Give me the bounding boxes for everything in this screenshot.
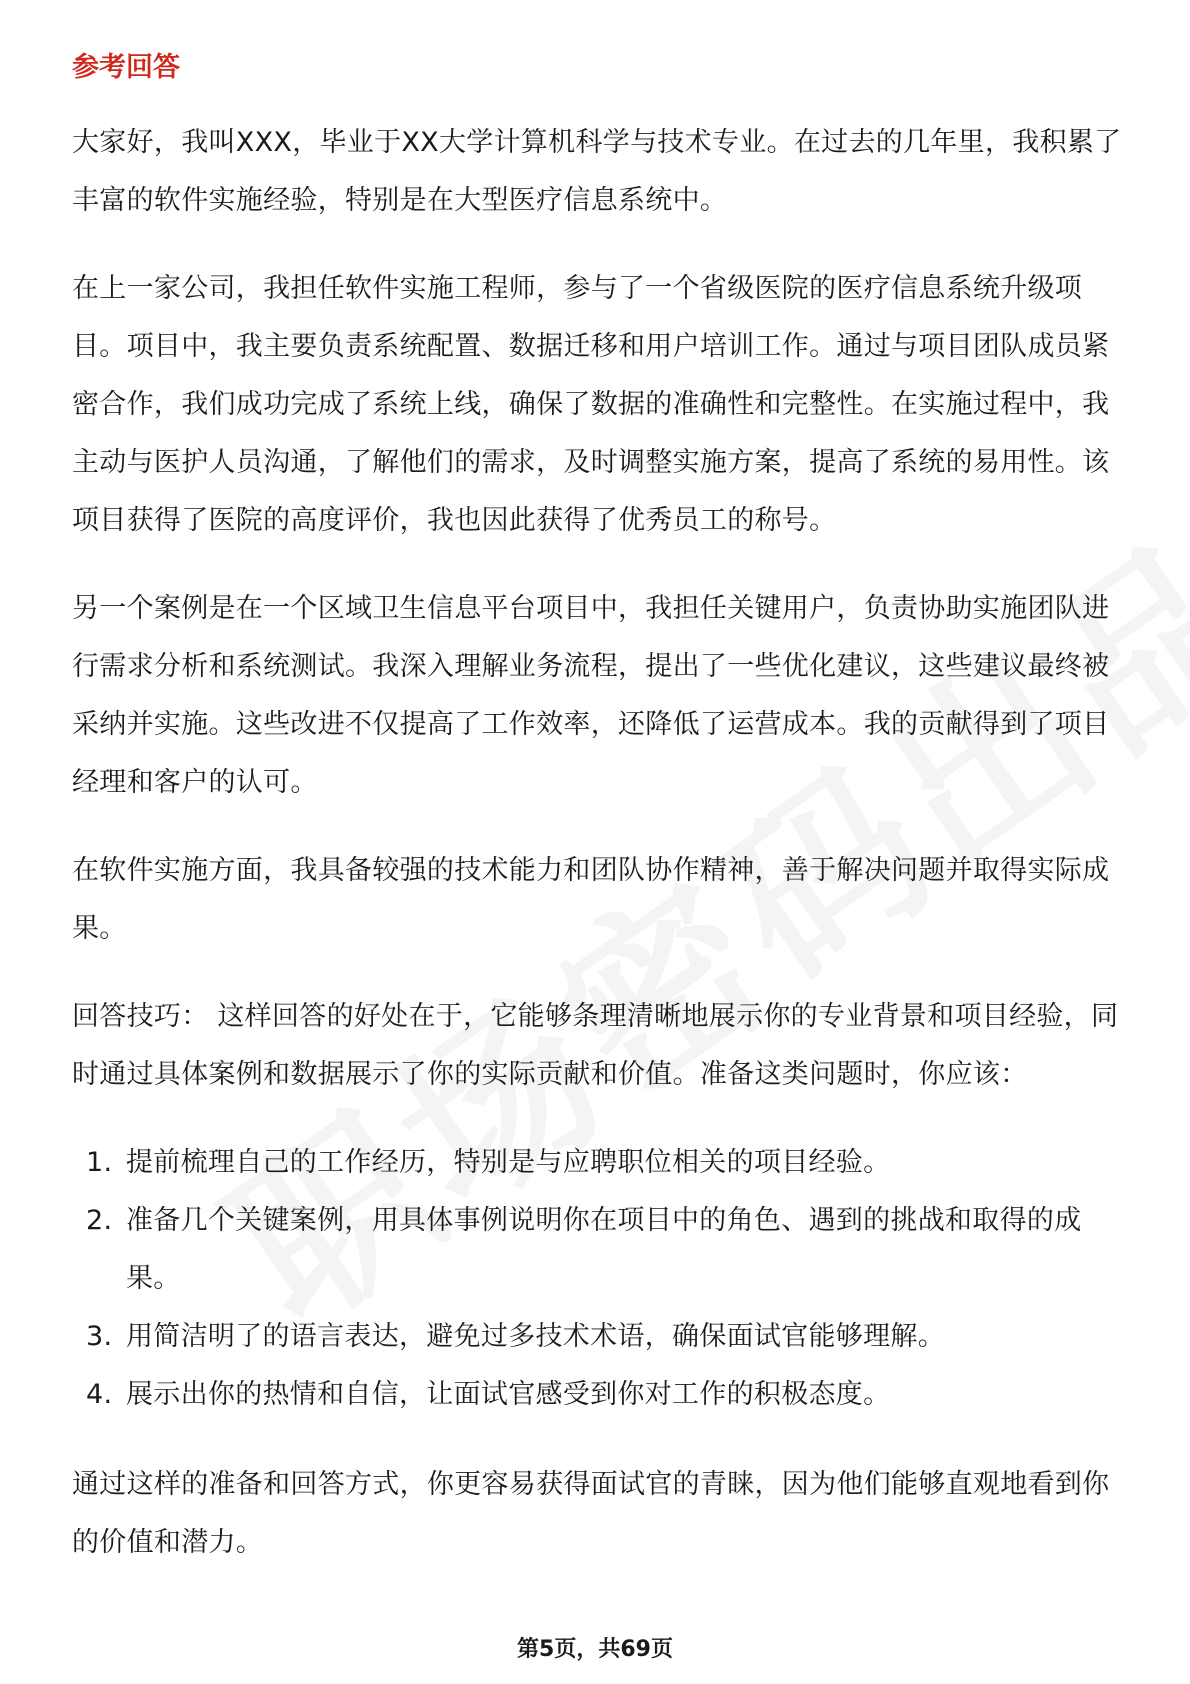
paragraph-tips-intro: 回答技巧： 这样回答的好处在于，它能够条理清晰地展示你的专业背景和项目经验，同时通过具体案例和数据展示了你的实际贡献和价值。准备这类问题时，你应该：: [72, 1001, 1119, 1090]
list-item-text: 提前梳理自己的工作经历，特别是与应聘职位相关的项目经验。: [126, 1147, 891, 1178]
tips-list: [72, 1134, 1122, 1424]
list-item: [72, 1134, 1122, 1192]
paragraph-summary: 在软件实施方面，我具备较强的技术能力和团队协作精神，善于解决问题并取得实际成果。: [72, 855, 1110, 944]
list-item-number: 1.: [86, 1147, 113, 1178]
list-item: [72, 1308, 1122, 1366]
list-item-number: 4.: [86, 1379, 113, 1410]
page-number: 第5页，共69页: [517, 1637, 673, 1662]
list-item-text: 展示出你的热情和自信，让面试官感受到你对工作的积极态度。: [126, 1379, 891, 1410]
paragraph-closing: 通过这样的准备和回答方式，你更容易获得面试官的青睐，因为他们能够直观地看到你的价值和潜力。: [72, 1469, 1110, 1558]
list-item: [72, 1192, 1122, 1308]
list-item-text: 准备几个关键案例，用具体事例说明你在项目中的角色、遇到的挑战和取得的成果。: [126, 1205, 1082, 1294]
paragraph-project-1: 在上一家公司，我担任软件实施工程师，参与了一个省级医院的医疗信息系统升级项目。项目中，我主要负责系统配置、数据迁移和用户培训工作。通过与项目团队成员紧密合作，我们成功完成了系统上线，确保了数据的准确性和完整性。在实施过程中，我主动与医护人员沟通，了解他们的需求，及时调整实施方案，提高了系统的易用性。该项目获得了医院的高度评价，我也因此获得了优秀员工的称号。: [72, 273, 1110, 536]
list-item-number: 2.: [86, 1205, 113, 1236]
document-body: [72, 48, 1122, 1602]
list-item-number: 3.: [86, 1321, 113, 1352]
list-item-text: 用简洁明了的语言表达，避免过多技术术语，确保面试官能够理解。: [126, 1321, 945, 1352]
paragraph-project-2: 另一个案例是在一个区域卫生信息平台项目中，我担任关键用户，负责协助实施团队进行需求分析和系统测试。我深入理解业务流程，提出了一些优化建议，这些建议最终被采纳并实施。这些改进不仅提高了工作效率，还降低了运营成本。我的贡献得到了项目经理和客户的认可。: [72, 593, 1110, 798]
section-heading: 参考回答: [72, 52, 180, 83]
paragraph-intro: 大家好，我叫XXX，毕业于XX大学计算机科学与技术专业。在过去的几年里，我积累了丰富的软件实施经验，特别是在大型医疗信息系统中。: [72, 127, 1122, 216]
list-item: [72, 1366, 1122, 1424]
